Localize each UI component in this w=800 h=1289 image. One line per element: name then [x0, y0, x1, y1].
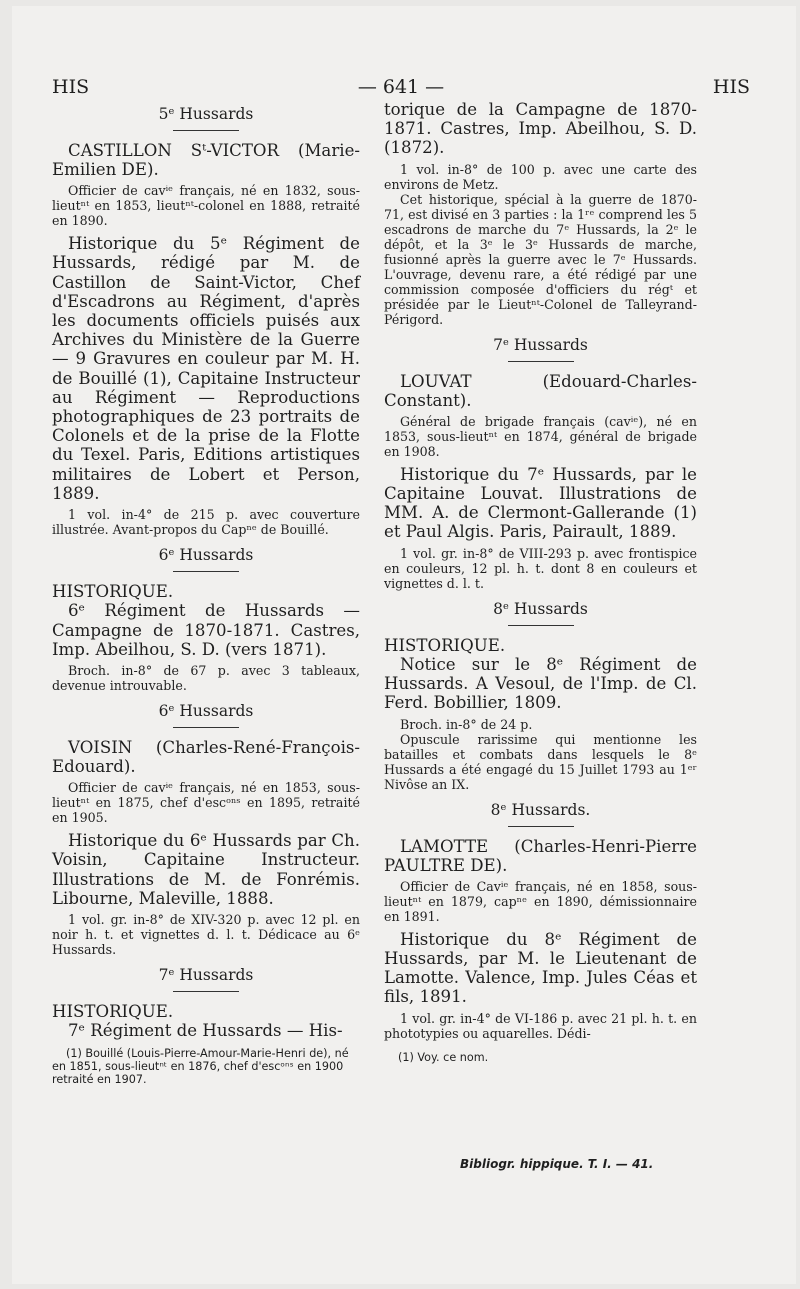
left-column: [52, 100, 360, 1086]
entry-description: 1 vol. in-4° de 215 p. avec couverture illustrée. Avant-propos du Capⁿᵉ de Bouillé.: [52, 507, 360, 538]
divider: [173, 727, 239, 728]
entry-title: Historique du 8ᵉ Régiment de Hussards, par M. le Lieutenant de Lamotte. Valence, Imp. Jules Céas et fils, 1891.: [384, 929, 697, 1007]
entry-description: Broch. in-8° de 67 p. avec 3 tableaux, devenue introuvable.: [52, 663, 360, 694]
entry-title: torique de la Campagne de 1870-1871. Castres, Imp. Abeilhou, S. D. (1872).: [384, 100, 697, 158]
section-heading: 6ᵉ Hussards: [158, 702, 254, 721]
section-heading: 7ᵉ Hussards: [493, 335, 588, 354]
header-right: HIS: [712, 76, 750, 98]
entry-author: CASTILLON Sᵗ-VICTOR (Marie-Emilien DE).: [52, 141, 360, 180]
entry-description: Cet historique, spécial à la guerre de 1870-71, est divisé en 3 parties : la 1ʳᵉ comprend les 5 escadrons de marche du 7ᵉ Hussards, la 2ᵉ le dépôt, et la 3ᵉ le 3ᵉ Hussards de marche, fusionné après la guerre avec le 7ᵉ Hussards. L'ouvrage, devenu rare, a été rédigé par une commission composée d'officiers du régᵗ et présidée par le Lieutⁿᵗ-Colonel de Talleyrand-Périgord.: [384, 191, 697, 327]
entry-bio: Officier de cavⁱᵉ français, né en 1853, sous-lieutⁿᵗ en 1875, chef d'escᵒⁿˢ en 1895, retraité en 1905.: [52, 780, 360, 826]
entry-author: HISTORIQUE.: [52, 1002, 174, 1022]
entry-description: Broch. in-8° de 24 p.: [400, 716, 533, 732]
entry-description: Opuscule rarissime qui mentionne les batailles et combats dans lesquels le 8ᵉ Hussards a été engagé du 15 Juillet 1793 au 1ᵉʳ Nivôse an IX.: [384, 731, 697, 792]
page-number: — 641 —: [357, 76, 445, 98]
section-heading: 8ᵉ Hussards: [493, 599, 588, 618]
entry-title: Historique du 6ᵉ Hussards par Ch. Voisin, Capitaine Instructeur. Illustrations de M. de Fonrémis. Libourne, Maleville, 1888.: [52, 831, 360, 908]
entry-description: 1 vol. in-8° de 100 p. avec une carte des environs de Metz.: [384, 161, 697, 192]
section-heading: 7ᵉ Hussards: [158, 966, 254, 985]
entry-author: LOUVAT (Edouard-Charles-Constant).: [384, 371, 697, 410]
entry-description: 1 vol. gr. in-8° de VIII-293 p. avec frontispice en couleurs, 12 pl. h. t. dont 8 en couleurs et vignettes d. l. t.: [384, 545, 697, 591]
footnote: [384, 1051, 697, 1064]
entry-title: Notice sur le 8ᵉ Régiment de Hussards. A Vesoul, de l'Imp. de Cl. Ferd. Bobillier, 1809.: [384, 655, 697, 713]
footnote: [52, 1047, 360, 1086]
entry-title: Historique du 7ᵉ Hussards, par le Capitaine Louvat. Illustrations de MM. A. de Clermont-Gallerande (1) et Paul Algis. Paris, Pairault, 1889.: [384, 464, 697, 542]
header-left: HIS: [52, 76, 90, 98]
entry-title: 6ᵉ Régiment de Hussards — Campagne de 1870-1871. Castres, Imp. Abeilhou, S. D. (vers 1871).: [52, 601, 360, 659]
footnote-text: (1) Bouillé (Louis-Pierre-Amour-Marie-Henri de), né en 1851, sous-lieutⁿᵗ en 1876, chef d'escᵒⁿˢ en 1900 retraité en 1907.: [52, 1046, 349, 1086]
section-heading: 6ᵉ Hussards: [158, 546, 254, 565]
entry-description: 1 vol. gr. in-4° de VI-186 p. avec 21 pl. h. t. en phototypies ou aquarelles. Dédi-: [384, 1010, 697, 1041]
section-heading: 8ᵉ Hussards.: [490, 800, 591, 819]
divider: [508, 826, 574, 827]
right-column: [384, 100, 697, 1064]
entry-title: Historique du 5ᵉ Régiment de Hussards, rédigé par M. de Castillon de Saint-Victor, Chef d'Escadrons au Régiment, d'après les documents officiels puisés aux Archives du Ministère de la Guerre — 9 Gravures en couleur par M. H. de Bouillé (1), Capitaine Instructeur au Régiment — Reproductions photographiques de 23 portraits de Colonels et de la prise de la Flotte du Texel. Paris, Editions artistiques militaires de Lobert et Person, 1889.: [52, 234, 360, 503]
entry-bio: Officier de Cavⁱᵉ français, né en 1858, sous-lieutⁿᵗ en 1879, capⁿᵉ en 1890, démissionnaire en 1891.: [384, 878, 697, 924]
entry-author: HISTORIQUE.: [52, 582, 174, 602]
entry-author: LAMOTTE (Charles-Henri-Pierre PAULTRE DE).: [384, 836, 697, 875]
entry-description: 1 vol. gr. in-8° de XIV-320 p. avec 12 pl. en noir h. t. et vignettes d. l. t. Dédicace au 6ᵉ Hussards.: [52, 912, 360, 958]
footnote-text: (1) Voy. ce nom.: [398, 1050, 489, 1064]
entry-bio: Général de brigade français (cavⁱᵉ), né en 1853, sous-lieutⁿᵗ en 1874, général de brigade en 1908.: [384, 413, 697, 459]
divider: [508, 361, 574, 362]
divider: [173, 571, 239, 572]
entry-bio: Officier de cavⁱᵉ français, né en 1832, sous-lieutⁿᵗ en 1853, lieutⁿᵗ-colonel en 1888, retraité en 1890.: [52, 183, 360, 229]
divider: [508, 625, 574, 626]
signature-line: Bibliogr. hippique. T. I. — 41.: [460, 1157, 654, 1171]
entry-author: HISTORIQUE.: [384, 635, 506, 655]
entry-author: VOISIN (Charles-René-François-Edouard).: [52, 738, 360, 777]
entry-title: 7ᵉ Régiment de Hussards — His-: [68, 1021, 343, 1041]
divider: [173, 991, 239, 992]
section-heading: 5ᵉ Hussards: [158, 105, 254, 123]
divider: [173, 130, 239, 131]
